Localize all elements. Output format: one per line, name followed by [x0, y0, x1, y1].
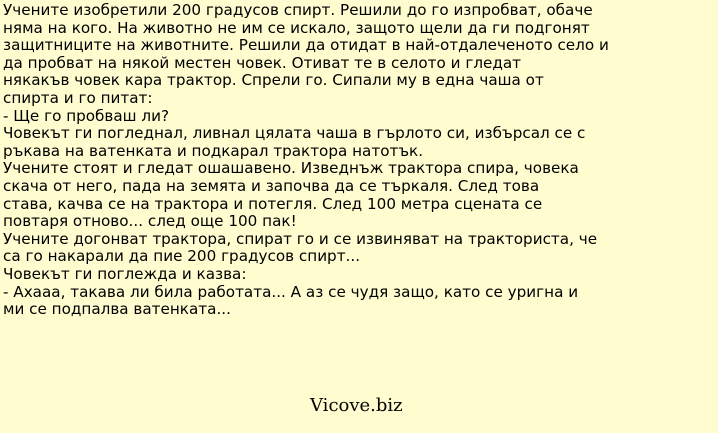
joke-line: Човекът ги погледнал, ливнал цялата чаша в гърлото си, избърсал се с — [3, 124, 586, 143]
joke-line: - Ще го пробваш ли? — [3, 106, 170, 125]
joke-paragraph-apology — [3, 231, 715, 266]
joke-paragraph-intro — [3, 2, 715, 108]
joke-paragraph-drink — [3, 125, 715, 160]
joke-line: Учените догонват трактора, спират го и се извиняват на тракториста, че — [3, 229, 598, 248]
joke-line: да пробват на някой местен човек. Отиват те в селото и гледат — [3, 53, 522, 72]
joke-line: - Ахааа, такава ли била работата... А аз се чудя защо, като се уригна и — [3, 282, 579, 301]
joke-paragraph-question — [3, 108, 715, 126]
joke-line: повтаря отново... след още 100 пак! — [3, 212, 297, 231]
joke-line: става, качва се на трактора и потегля. След 100 метра сцената се — [3, 194, 543, 213]
joke-line: защитниците на животните. Решили да отидат в най-отдалеченото село и — [3, 36, 609, 55]
site-watermark: Vicove.biz — [310, 395, 403, 416]
joke-line: са го накарали да пие 200 градусов спирт... — [3, 247, 361, 266]
joke-line: няма на кого. На животно не им се искало, защото щели да ги подгонят — [3, 18, 590, 37]
joke-line: някакъв човек кара трактор. Спрели го. Сипали му в една чаша от — [3, 71, 544, 90]
joke-line: ми се подпалва ватенката... — [3, 300, 231, 319]
joke-line: Учените изобретили 200 градусов спирт. Решили до го изпробват, обаче — [3, 1, 593, 19]
joke-line: Човекът ги поглежда и казва: — [3, 264, 247, 283]
joke-line: спирта и го питат: — [3, 88, 153, 107]
joke-text — [3, 2, 715, 319]
joke-paragraph-punchline — [3, 284, 715, 319]
joke-line: ръкава на ватенката и подкарал трактора натотък. — [3, 141, 424, 160]
joke-line: скача от него, пада на земята и започва да се търкаля. След това — [3, 176, 540, 195]
joke-paragraph-reply-intro — [3, 266, 715, 284]
joke-line: Учените стоят и гледат ошашавено. Изведнъж трактора спира, човека — [3, 159, 579, 178]
joke-paragraph-rolling — [3, 160, 715, 230]
